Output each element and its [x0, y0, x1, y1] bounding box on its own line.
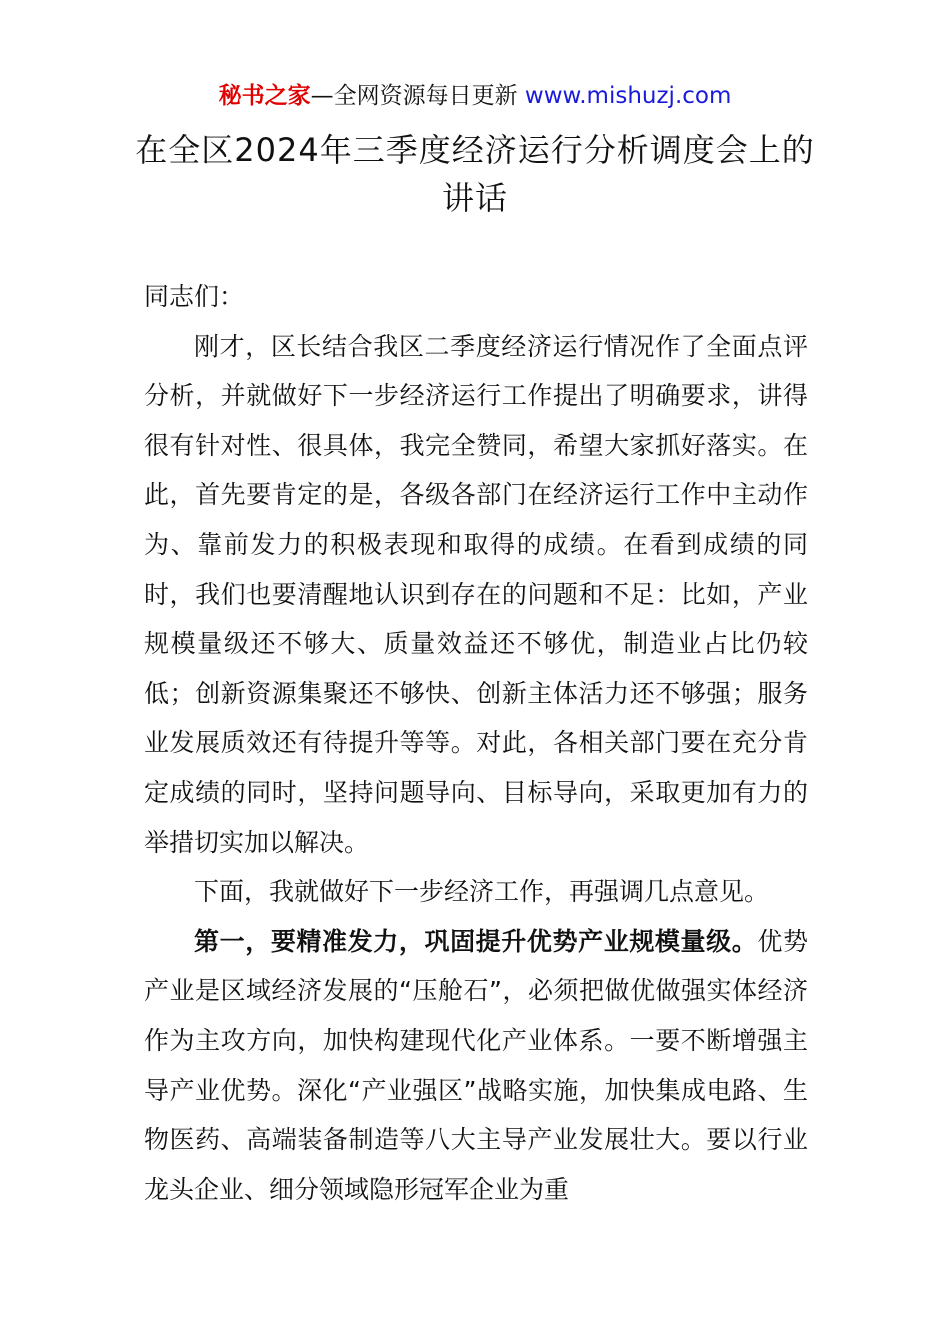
- section-one: [144, 917, 808, 1215]
- salutation: 同志们：: [144, 282, 245, 311]
- site-tagline: —全网资源每日更新: [310, 83, 518, 109]
- site-url-link[interactable]: www.mishuzj.com: [524, 83, 732, 109]
- paragraph-opening: 刚才，区长结合我区二季度经济运行情况作了全面点评分析，并就做好下一步经济运行工作提出了明确要求，讲得很有针对性、很具体，我完全赞同，希望大家抓好落实。在此，首先要肯定的是，各级各部门在经济运行工作中主动作为、靠前发力的积极表现和取得的成绩。在看到成绩的同时，我们也要清醒地认识到存在的问题和不足：比如，产业规模量级还不够大、质量效益还不够优，制造业占比仍较低；创新资源集聚还不够快、创新主体活力还不够强；服务业发展质效还有待提升等等。对此，各相关部门要在充分肯定成绩的同时，坚持问题导向、目标导向，采取更加有力的举措切实加以解决。: [144, 331, 808, 857]
- brand-name: 秘书之家: [218, 83, 311, 109]
- site-header: [0, 80, 950, 112]
- paragraph-transition: 下面，我就做好下一步经济工作，再强调几点意见。: [194, 877, 770, 907]
- section-one-text: 优势产业是区域经济发展的“压舱石”，必须把做优做强实体经济作为主攻方向，加快构建现代化产业体系。一要不断增强主导产业优势。深化“产业强区”战略实施，加快集成电路、生物医药、高端装备制造等八大主导产业发展壮大。要以行业龙头企业、细分领域隐形冠军企业为重: [144, 926, 808, 1204]
- document-title: 在全区2024年三季度经济运行分析调度会上的讲话: [135, 131, 815, 217]
- section-one-heading: 第一，要精准发力，巩固提升优势产业规模量级。: [194, 926, 758, 956]
- document-body: [144, 272, 808, 1214]
